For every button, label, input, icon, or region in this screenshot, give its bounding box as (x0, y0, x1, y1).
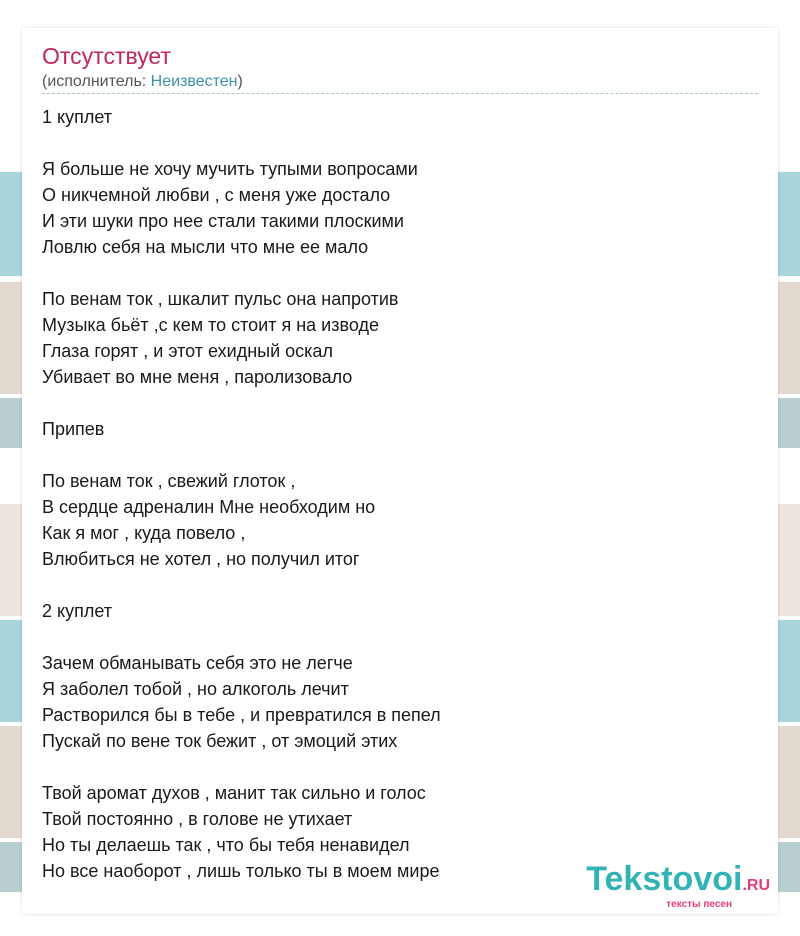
lyric-line: Твой аромат духов , манит так сильно и голос (42, 783, 426, 803)
lyric-line: 1 куплет (42, 107, 112, 127)
lyric-line: Глаза горят , и этот ехидный оскал (42, 341, 333, 361)
logo-tld: .RU (742, 877, 770, 894)
lyric-line: 2 куплет (42, 601, 112, 621)
lyric-line: Пускай по вене ток бежит , от эмоций этих (42, 731, 398, 751)
lyric-line: Убивает во мне меня , паролизовало (42, 367, 353, 387)
lyric-line: О никчемной любви , с меня уже достало (42, 185, 391, 205)
lyric-line (42, 754, 762, 780)
lyric-line (42, 260, 762, 286)
lyric-line: Я больше не хочу мучить тупыми вопросами (42, 159, 418, 179)
lyric-line (42, 130, 762, 156)
lyric-line (42, 624, 762, 650)
lyric-line: По венам ток , свежий глоток , (42, 471, 296, 491)
logo-wordmark (586, 862, 770, 903)
lyric-line: Припев (42, 419, 105, 439)
logo-name: Tekstovoi (586, 860, 743, 898)
song-title: Отсутствует (42, 43, 171, 69)
lyric-line: Как я мог , куда повело , (42, 523, 246, 543)
logo-tagline: тексты песен (666, 899, 732, 910)
lyric-line: Ловлю себя на мысли что мне ее мало (42, 237, 369, 257)
lyrics-text (42, 104, 762, 884)
lyric-line: Твой постоянно , в голове не утихает (42, 809, 353, 829)
lyric-line: Зачем обманывать себя это не легче (42, 653, 353, 673)
artist-link[interactable]: Неизвестен (150, 73, 238, 90)
lyric-line: Музыка бьёт ,с кем то стоит я на изводе (42, 315, 379, 335)
lyric-line (42, 390, 762, 416)
lyric-line (42, 572, 762, 598)
lyric-line: Я заболел тобой , но алкоголь лечит (42, 679, 349, 699)
lyric-line: Влюбиться не хотел , но получил итог (42, 549, 360, 569)
lyric-line: Растворился бы в тебе , и превратился в пепел (42, 705, 441, 725)
lyric-line: Но все наоборот , лишь только ты в моем мире (42, 861, 440, 881)
lyric-line: И эти шуки про нее стали такими плоскими (42, 211, 404, 231)
site-logo[interactable] (586, 862, 770, 910)
lyric-line: По венам ток , шкалит пульс она напротив (42, 289, 399, 309)
lyric-line: В сердце адреналин Мне необходим но (42, 497, 376, 517)
artist-line (42, 72, 243, 92)
artist-prefix: (исполнитель: (42, 73, 151, 90)
lyric-line (42, 442, 762, 468)
lyrics-card (22, 28, 778, 914)
lyric-line: Но ты делаешь так , что бы тебя ненавидел (42, 835, 410, 855)
artist-suffix: ) (237, 73, 243, 90)
title-divider (42, 93, 758, 94)
